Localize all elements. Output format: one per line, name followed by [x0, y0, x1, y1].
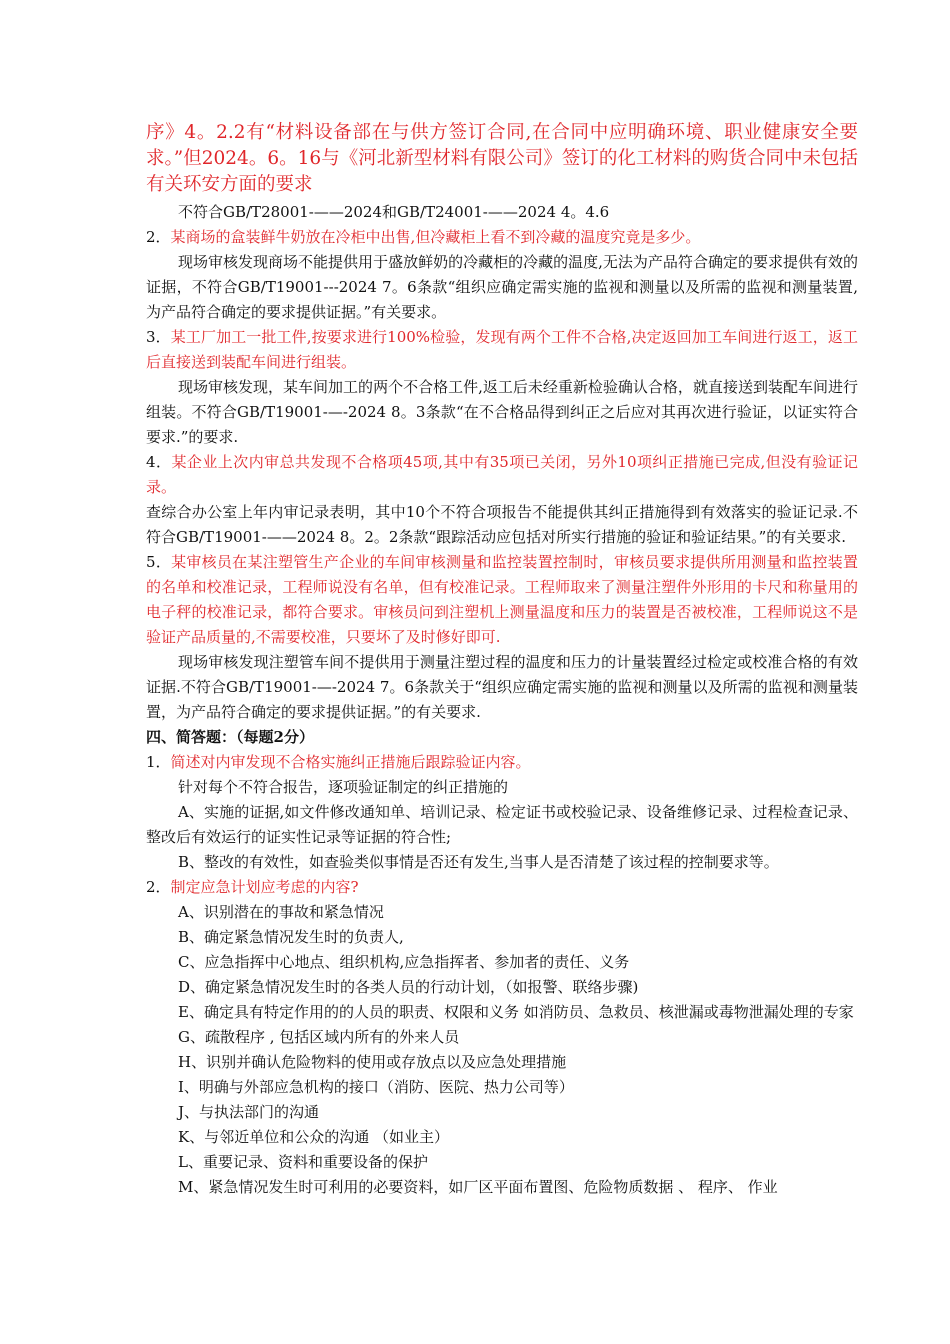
item5-answer: 现场审核发现注塑管车间不提供用于测量注塑过程的温度和压力的计量装置经过检定或校准合格的有效证据.不符合GB/T19001-—-2024 7。6条款关于“组织应确定需实施的监视和测量以及所需的监视和测量装置，为产品符合确定的要求提供证据。”的有关要求.	[146, 653, 858, 721]
q1-question	[146, 750, 858, 775]
q2-line: L、重要记录、资料和重要设备的保护	[178, 1153, 428, 1171]
item5-question-text: 某审核员在某注塑管生产企业的车间审核测量和监控装置控制时，审核员要求提供所用测量和监控装置的名单和校准记录，工程师说没有名单，但有校准记录。工程师取来了测量注塑件外形用的卡尺和称量用的电子秤的校准记录，都符合要求。审核员问到注塑机上测量温度和压力的装置是否被校准，工程师说这不是验证产品质量的,不需要校准，只要坏了及时修好即可.	[146, 553, 858, 646]
q2-line: J、与执法部门的沟通	[178, 1103, 320, 1121]
q1-line: B、整改的有效性，如查验类似事情是否还有发生,当事人是否清楚了该过程的控制要求等。	[178, 853, 779, 871]
item5-question	[146, 550, 858, 650]
item4-question-text: 某企业上次内审总共发现不合格项45项,其中有35项已关闭，另外10项纠正措施已完成,但没有验证记录。	[146, 453, 858, 496]
q1-line: A、实施的证据,如文件修改通知单、培训记录、检定证书或校验记录、设备维修记录、过程检查记录、整改后有效运行的证实性记录等证据的符合性;	[146, 803, 858, 846]
item2-question-text: 某商场的盒装鲜牛奶放在冷柜中出售,但冷藏柜上看不到冷藏的温度究竟是多少。	[170, 228, 701, 246]
q2-line: D、确定紧急情况发生时的各类人员的行动计划，（如报警、联络步骤)	[178, 978, 639, 996]
item4-question	[146, 450, 858, 500]
q2-line: H、识别并确认危险物料的使用或存放点以及应急处理措施	[178, 1053, 567, 1071]
item4-number: 4．	[146, 453, 172, 471]
item1-question-tail: 序》4。2.2有“材料设备部在与供方签订合同,在合同中应明确环境、职业健康安全要求。”但2024。6。16与《河北新型材料有限公司》签订的化工材料的购货合同中未包括有关环安方面的要求	[146, 122, 858, 195]
item4-answer: 查综合办公室上年内审记录表明，其中10个不符合项报告不能提供其纠正措施得到有效落实的验证记录.不符合GB/T19001-——2024 8。2。2条款“跟踪活动应包括对所实行措施的验证和验证结果。”的有关要求.	[146, 503, 858, 546]
q2-line: K、与邻近单位和公众的沟通 （如业主）	[178, 1128, 449, 1146]
item3-question-text: 某工厂加工一批工件,按要求进行100%检验，发现有两个工件不合格,决定返回加工车间进行返工，返工后直接送到装配车间进行组装。	[146, 328, 858, 371]
q1-question-text: 简述对内审发现不合格实施纠正措施后跟踪验证内容。	[170, 753, 531, 771]
item2-number: 2．	[146, 228, 171, 246]
q1-number: 1．	[146, 753, 171, 771]
q2-line: A、识别潜在的事故和紧急情况	[178, 903, 384, 921]
q2-question	[146, 875, 858, 900]
item2-answer: 现场审核发现商场不能提供用于盛放鲜奶的冷藏柜的冷藏的温度,无法为产品符合确定的要求提供有效的证据，不符合GB/T19001---2024 7。6条款“组织应确定需实施的监视和测量以及所需的监视和测量装置,为产品符合确定的要求提供证据。”有关要求。	[146, 253, 858, 321]
q2-line: M、紧急情况发生时可利用的必要资料，如厂区平面布置图、危险物质数据 、 程序、 作业	[178, 1178, 778, 1196]
item3-question	[146, 325, 858, 375]
q2-line: G、疏散程序 , 包括区域内所有的外来人员	[178, 1028, 460, 1046]
q2-line: C、应急指挥中心地点、组织机构,应急指挥者、参加者的责任、义务	[178, 953, 630, 971]
q2-line: I、明确与外部应急机构的接口（消防、医院、热力公司等）	[178, 1078, 574, 1096]
item3-answer: 现场审核发现，某车间加工的两个不合格工件,返工后未经重新检验确认合格，就直接送到装配车间进行组装。不符合GB/T19001-—-2024 8。3条款“在不合格品得到纠正之后应对其再次进行验证，以证实符合要求.”的要求.	[146, 378, 858, 446]
q2-number: 2．	[146, 878, 171, 896]
item5-number: 5．	[146, 553, 172, 571]
q1-line: 针对每个不符合报告，逐项验证制定的纠正措施的	[178, 778, 509, 796]
section4-heading: 四、简答题：（每题2分）	[146, 728, 314, 746]
item3-number: 3．	[146, 328, 171, 346]
q2-line: E、确定具有特定作用的的人员的职责、权限和义务 如消防员、急救员、核泄漏或毒物泄漏处理的专家	[178, 1003, 854, 1021]
q2-question-text: 制定应急计划应考虑的内容?	[170, 878, 359, 896]
item1-answer: 不符合GB/T28001-——2024和GB/T24001-——2024 4。4.6	[178, 203, 610, 221]
item2-question	[146, 225, 858, 250]
q2-line: B、确定紧急情况发生时的负责人,	[178, 928, 404, 946]
